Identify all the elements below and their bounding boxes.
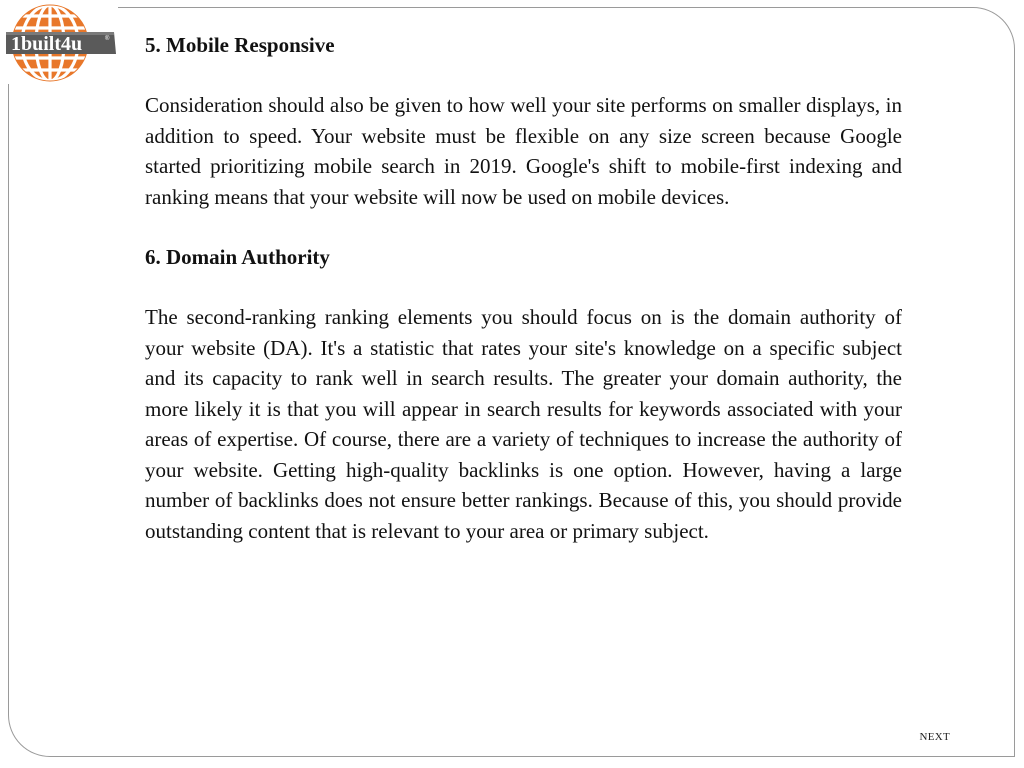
globe-logo-icon <box>4 2 118 84</box>
logo-text: 1built4u <box>11 33 83 55</box>
main-content <box>145 30 902 546</box>
brand-logo <box>4 2 118 84</box>
section-body-mobile-responsive: Consideration should also be given to how well your site performs on smaller displays, in addition to speed. Your website must be flexible on any size screen because Google started prioritizing mobile search in 2019. Google's shift to mobile-first indexing and ranking means that your website will now be used on mobile devices. <box>145 93 902 209</box>
next-link[interactable]: NEXT <box>919 731 950 743</box>
section-heading-domain-authority: 6. Domain Authority <box>145 245 330 269</box>
section-heading-mobile-responsive: 5. Mobile Responsive <box>145 33 335 57</box>
registered-mark: ® <box>105 36 110 42</box>
section-body-domain-authority: The second-ranking ranking elements you should focus on is the domain authority of your website (DA). It's a statistic that rates your site's knowledge on a specific subject and its capacity to rank well in search results. The greater your domain authority, the more likely it is that you will appear in search results for keywords associated with your areas of expertise. Of course, there are a variety of techniques to increase the authority of your website. Getting high-quality backlinks is one option. However, having a large number of backlinks does not ensure better rankings. Because of this, you should provide outstanding content that is relevant to your area or primary subject. <box>145 305 902 543</box>
